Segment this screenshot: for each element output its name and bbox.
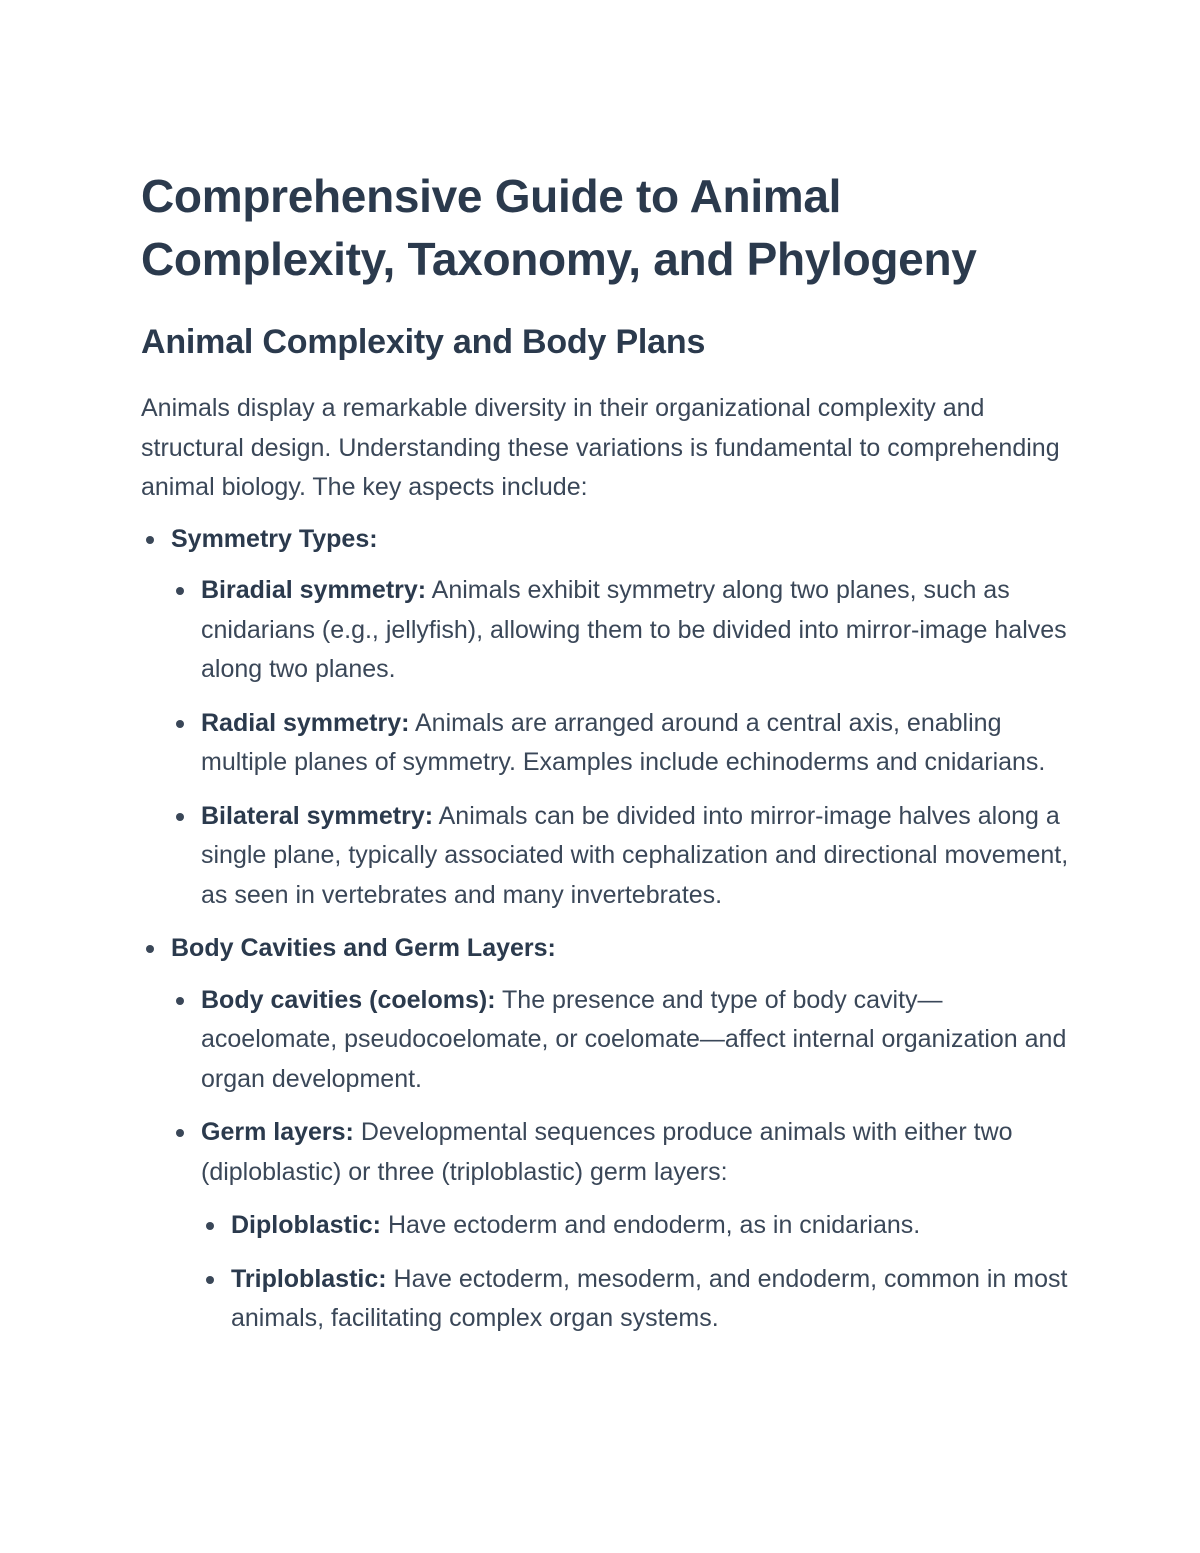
intro-paragraph: Animals display a remarkable diversity in their organizational complexity and structural design. Understanding these variations is fundamental to comprehending animal biology. The key aspects include: xyxy=(141,394,1060,501)
document-title: Comprehensive Guide to Animal Complexity, Taxonomy, and Phylogeny xyxy=(141,170,977,285)
body-cavities-list xyxy=(171,981,1071,1339)
group-label: Body Cavities and Germ Layers: xyxy=(171,934,556,962)
bullet-icon xyxy=(176,587,184,595)
item-text: The presence and type of body cavity—acoelomate, pseudocoelomate, or coelomate—affect internal organization and organ development. xyxy=(201,985,1067,1093)
bullet-icon xyxy=(176,997,184,1005)
bullet-icon xyxy=(146,945,154,953)
bullet-icon xyxy=(176,813,184,821)
list-item-radial xyxy=(201,704,1071,783)
item-text: Have ectoderm, mesoderm, and endoderm, common in most animals, facilitating complex organ systems. xyxy=(231,1264,1068,1332)
item-term: Body cavities (coeloms): xyxy=(201,985,496,1014)
symmetry-types-list xyxy=(171,571,1071,915)
list-item-body-cavities xyxy=(201,981,1071,1100)
group-label: Symmetry Types: xyxy=(171,524,378,553)
item-text: Animals are arranged around a central axis, enabling multiple planes of symmetry. Examples include echinoderms and cnidarians. xyxy=(201,708,1046,776)
list-item-symmetry-types xyxy=(171,520,1071,916)
item-text: Animals can be divided into mirror-image halves along a single plane, typically associated with cephalization and directional movement, as seen in vertebrates and many invertebrates. xyxy=(201,801,1069,909)
item-term: Bilateral symmetry: xyxy=(201,801,434,830)
list-item-diploblastic xyxy=(231,1206,1071,1246)
item-text: Animals exhibit symmetry along two planes, such as cnidarians (e.g., jellyfish), allowing them to be divided into mirror-image halves along two planes. xyxy=(201,576,1067,683)
aspects-list xyxy=(141,520,1071,1339)
item-term: Triploblastic: xyxy=(231,1264,387,1293)
item-term: Diploblastic: xyxy=(231,1211,382,1239)
item-text: Developmental sequences produce animals with either two (diploblastic) or three (triploblastic) germ layers: xyxy=(201,1118,1013,1186)
bullet-icon xyxy=(176,1129,184,1137)
item-term: Radial symmetry: xyxy=(201,708,410,737)
document-page xyxy=(141,165,1071,1353)
section-heading: Animal Complexity and Body Plans xyxy=(141,323,706,361)
item-term: Biradial symmetry: xyxy=(201,576,427,604)
bullet-icon xyxy=(146,536,154,544)
list-item-germ-layers xyxy=(201,1113,1071,1339)
item-text: Have ectoderm and endoderm, as in cnidarians. xyxy=(381,1211,921,1239)
list-item-biradial xyxy=(201,571,1071,690)
list-item-triploblastic xyxy=(231,1260,1071,1339)
bullet-icon xyxy=(206,1276,214,1284)
bullet-icon xyxy=(176,720,184,728)
bullet-icon xyxy=(206,1222,214,1230)
item-term: Germ layers: xyxy=(201,1118,354,1146)
list-item-body-cavities-germ-layers xyxy=(171,929,1071,1339)
germ-layers-list xyxy=(201,1206,1071,1339)
list-item-bilateral xyxy=(201,797,1071,916)
